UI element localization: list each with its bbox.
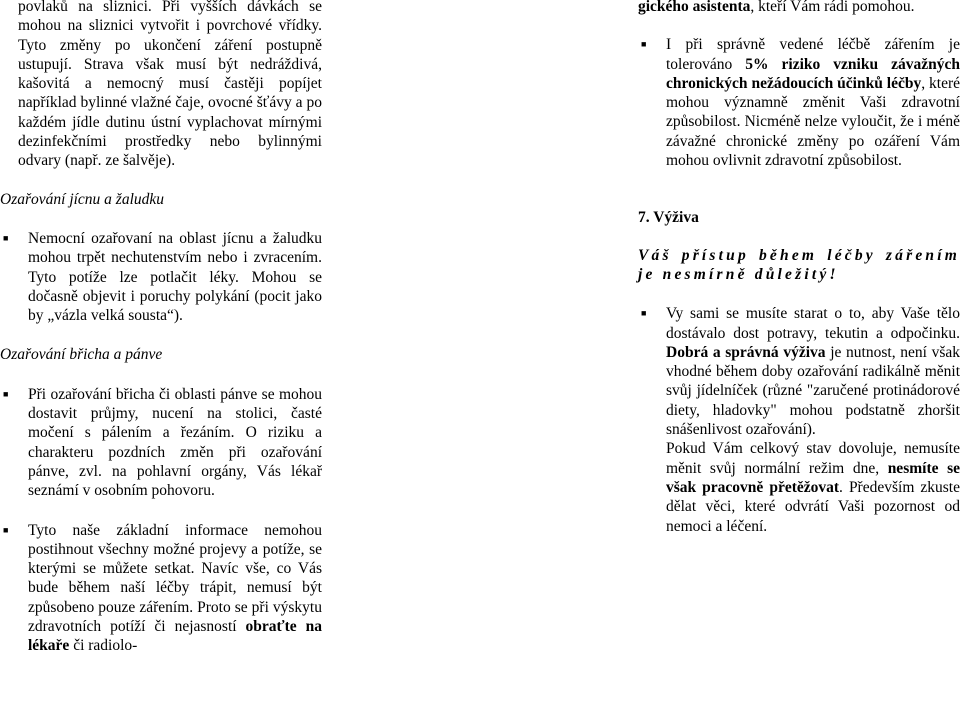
bullet-text-c: či radiolo-	[69, 637, 138, 655]
bullet-item-abdomen	[0, 385, 322, 501]
bullet-text-a: Vy sami se musíte starat o to, aby Vaše tělo dostávalo dost potravy, tekutin a odpočinku.	[666, 305, 960, 342]
bullet-text-f: . Především zkuste dělat věci, které odvrátí Vaši pozornost od nemoci a léčení.	[666, 478, 960, 535]
bullet-text-a: I při správně vedené léčbě zářením je tolerováno	[666, 36, 960, 73]
bullet-text: Při ozařování břicha či oblasti pánve se mohou dostavit průjmy, nucení na stolici, časté močení s pálením a řezáním. O riziku a charakteru pozdních změn při ozařování pánve, zvl. na pohlavní orgány, Vás lékař seznámí v osobním pohovoru.	[28, 385, 322, 500]
bullet-item-general-info	[0, 521, 322, 656]
bullet-icon: ■	[3, 232, 9, 243]
bullet-text-bold: obraťte na lékaře	[28, 618, 322, 655]
heading-abdomen-pelvis: Ozařování břicha a pánve	[0, 346, 163, 364]
bullet-item-esophagus	[0, 229, 322, 325]
bullet-icon: ■	[3, 524, 9, 535]
bullet-text-d: Pokud Vám celkový stav dovoluje, nemusíte měnit svůj normální režim dne,	[666, 440, 960, 477]
bullet-item-nutrition	[638, 304, 960, 536]
emphasis-text: Váš přístup během léčby zářením je nesmírně důležitý!	[638, 246, 960, 283]
bullet-text: Nemocní ozařovaní na oblast jícnu a žaludku mohou trpět nechutenstvím nebo i zvracením. Tyto potíže lze potlačit léky. Mohou se dočasně objevit i poruchy polykání (pocit jako by „vázla velká sousta“).	[28, 229, 322, 325]
bullet-icon: ■	[641, 39, 647, 50]
bullet-text-bold: Dobrá a správná výživa	[666, 343, 826, 361]
continued-text: , kteří Vám rádi pomohou.	[750, 0, 915, 15]
bullet-text-c: je nutnost, není však vhodné během doby ozařování radikálně měnit svůj jídelníček (různé "zaručené protinádorové diety, hladovky" mohou podstatně zhoršit snášenlivost ozařování).	[666, 343, 960, 439]
left-column	[0, 0, 322, 656]
continued-bold: gického asistenta	[638, 0, 751, 15]
continued-paragraph	[638, 0, 960, 16]
bullet-text-c: , které mohou významně změnit Vaši zdravotní způsobilost. Nicméně nelze vyloučit, že i méně závažné chronické změny po ozáření Vám mohou ovlivnit zdravotní způsobilost.	[666, 74, 960, 170]
intro-paragraph: povlaků na sliznici. Při vyšších dávkách se mohou na sliznici vytvořit i povrchové vřídky. Tyto změny po ukončení záření postupně ustupují. Strava však musí být nedráždivá, kašovitá a nemocný musí častěji popíjet například bylinné vlažné čaje, ovocné šťávy a po každém jídle dutinu ústní vyplachovat mírnými dezinfekčními prostředky nebo bylinnými odvary (např. ze šalvěje).	[18, 0, 322, 170]
bullet-item-chronic-risk	[638, 35, 960, 170]
bullet-icon: ■	[3, 388, 9, 399]
heading-esophagus-stomach: Ozařování jícnu a žaludku	[0, 190, 165, 208]
bullet-icon: ■	[641, 308, 647, 319]
section-heading-nutrition: 7. Výživa	[638, 209, 699, 227]
bullet-text-a: Tyto naše základní informace nemohou postihnout všechny možné projevy a potíže, se kterými se můžete setkat. Navíc vše, co Vás bude během naší léčby trápit, nemusí být způsobeno pouze zářením. Proto se při výskytu zdravotních potíží či nejasností	[28, 521, 322, 636]
right-column	[638, 0, 960, 536]
bullet-continuation	[666, 439, 960, 535]
bullet-text-bold: 5% riziko vzniku závažných chronických nežádoucích účinků léčby	[666, 55, 960, 92]
bullet-text-bold-2: nesmíte se však pracovně přetěžovat	[666, 459, 960, 496]
